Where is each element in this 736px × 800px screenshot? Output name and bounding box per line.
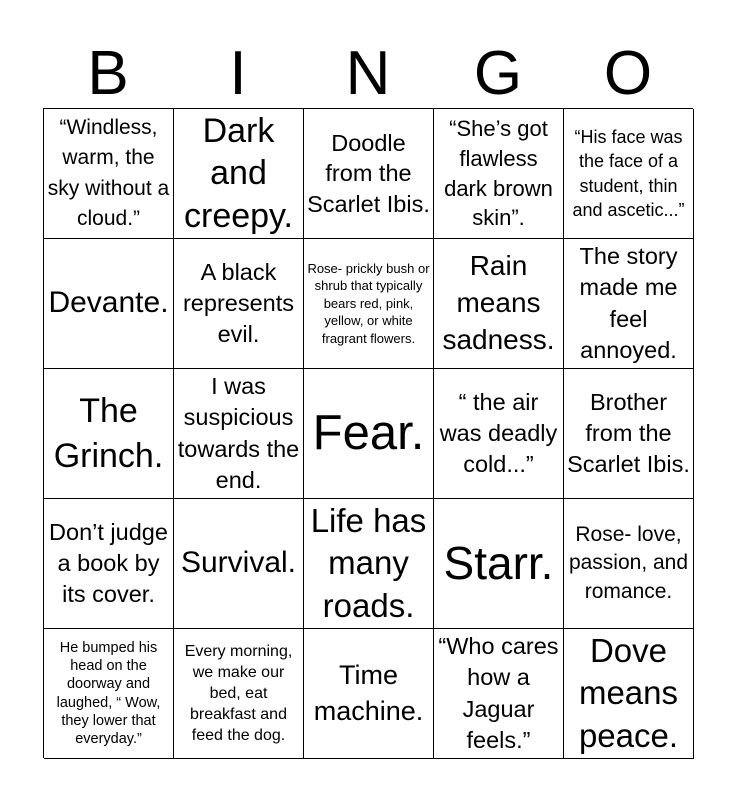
cell-text: Rose- prickly bush or shrub that typically bears red, pink, yellow, or white fragrant flowers.: [307, 260, 430, 346]
bingo-cell[interactable]: [304, 369, 434, 499]
bingo-cell[interactable]: [434, 629, 564, 759]
bingo-cell[interactable]: [564, 629, 694, 759]
cell-text: Starr.: [443, 537, 554, 590]
cell-text: Don’t judge a book by its cover.: [49, 518, 168, 607]
bingo-cell[interactable]: [44, 369, 174, 499]
header-letter-g: G: [473, 39, 523, 108]
bingo-cell[interactable]: [304, 109, 434, 239]
bingo-cell[interactable]: [44, 629, 174, 759]
bingo-cell[interactable]: [564, 499, 694, 629]
cell-text: “She’s got flawless dark brown skin”.: [444, 115, 553, 231]
cell-text: Survival.: [180, 546, 297, 580]
cell-text: Brother from the Scarlet Ibis.: [567, 388, 690, 477]
cell-text: Doodle from the Scarlet Ibis.: [307, 129, 430, 217]
bingo-cell[interactable]: [304, 239, 434, 369]
cell-text: “ the air was deadly cold...”: [439, 388, 558, 477]
cell-text: Devante.: [48, 286, 169, 320]
bingo-cell[interactable]: [434, 369, 564, 499]
bingo-cell[interactable]: [564, 239, 694, 369]
cell-text: He bumped his head on the doorway and laughed, “ Wow, they lower that everyday.”: [56, 639, 161, 748]
header-letter-o: O: [603, 39, 653, 108]
bingo-cell[interactable]: [174, 239, 304, 369]
cell-text: The Grinch.: [53, 392, 164, 475]
cell-text: Life has many roads.: [310, 502, 427, 624]
bingo-board: [43, 108, 693, 758]
cell-text: Fear.: [312, 405, 425, 460]
bingo-cell[interactable]: [434, 109, 564, 239]
bingo-cell[interactable]: [44, 499, 174, 629]
bingo-cell[interactable]: [564, 109, 694, 239]
bingo-cell[interactable]: [434, 499, 564, 629]
cell-text: Rain means sadness.: [442, 250, 555, 355]
bingo-cell[interactable]: [304, 629, 434, 759]
header-letter-i: I: [229, 39, 247, 108]
header-letter-n: N: [345, 39, 391, 108]
bingo-cell[interactable]: [44, 109, 174, 239]
cell-text: Dark and creepy.: [184, 111, 293, 235]
cell-text: Time machine.: [313, 659, 424, 726]
header-letter-b: B: [87, 39, 129, 108]
bingo-cell[interactable]: [564, 369, 694, 499]
bingo-header: [43, 40, 693, 108]
bingo-cell[interactable]: [174, 369, 304, 499]
cell-text: Rose- love, passion, and romance.: [568, 522, 689, 603]
cell-text: “His face was the face of a student, thin and ascetic...”: [572, 127, 685, 220]
cell-text: Dove means peace.: [578, 632, 679, 754]
cell-text: “Who cares how a Jaguar feels.”: [438, 633, 559, 753]
bingo-cell[interactable]: [304, 499, 434, 629]
bingo-cell[interactable]: [174, 109, 304, 239]
cell-text: “Windless, warm, the sky without a cloud.”: [47, 116, 170, 230]
bingo-cell[interactable]: [434, 239, 564, 369]
bingo-cell[interactable]: [44, 239, 174, 369]
cell-text: A black represents evil.: [182, 258, 295, 347]
cell-text: I was suspicious towards the end.: [177, 373, 300, 493]
cell-text: Every morning, we make our bed, eat breakfast and feed the dog.: [184, 642, 293, 745]
cell-text: The story made me feel annoyed.: [579, 243, 678, 363]
bingo-cell[interactable]: [174, 499, 304, 629]
bingo-cell[interactable]: [174, 629, 304, 759]
